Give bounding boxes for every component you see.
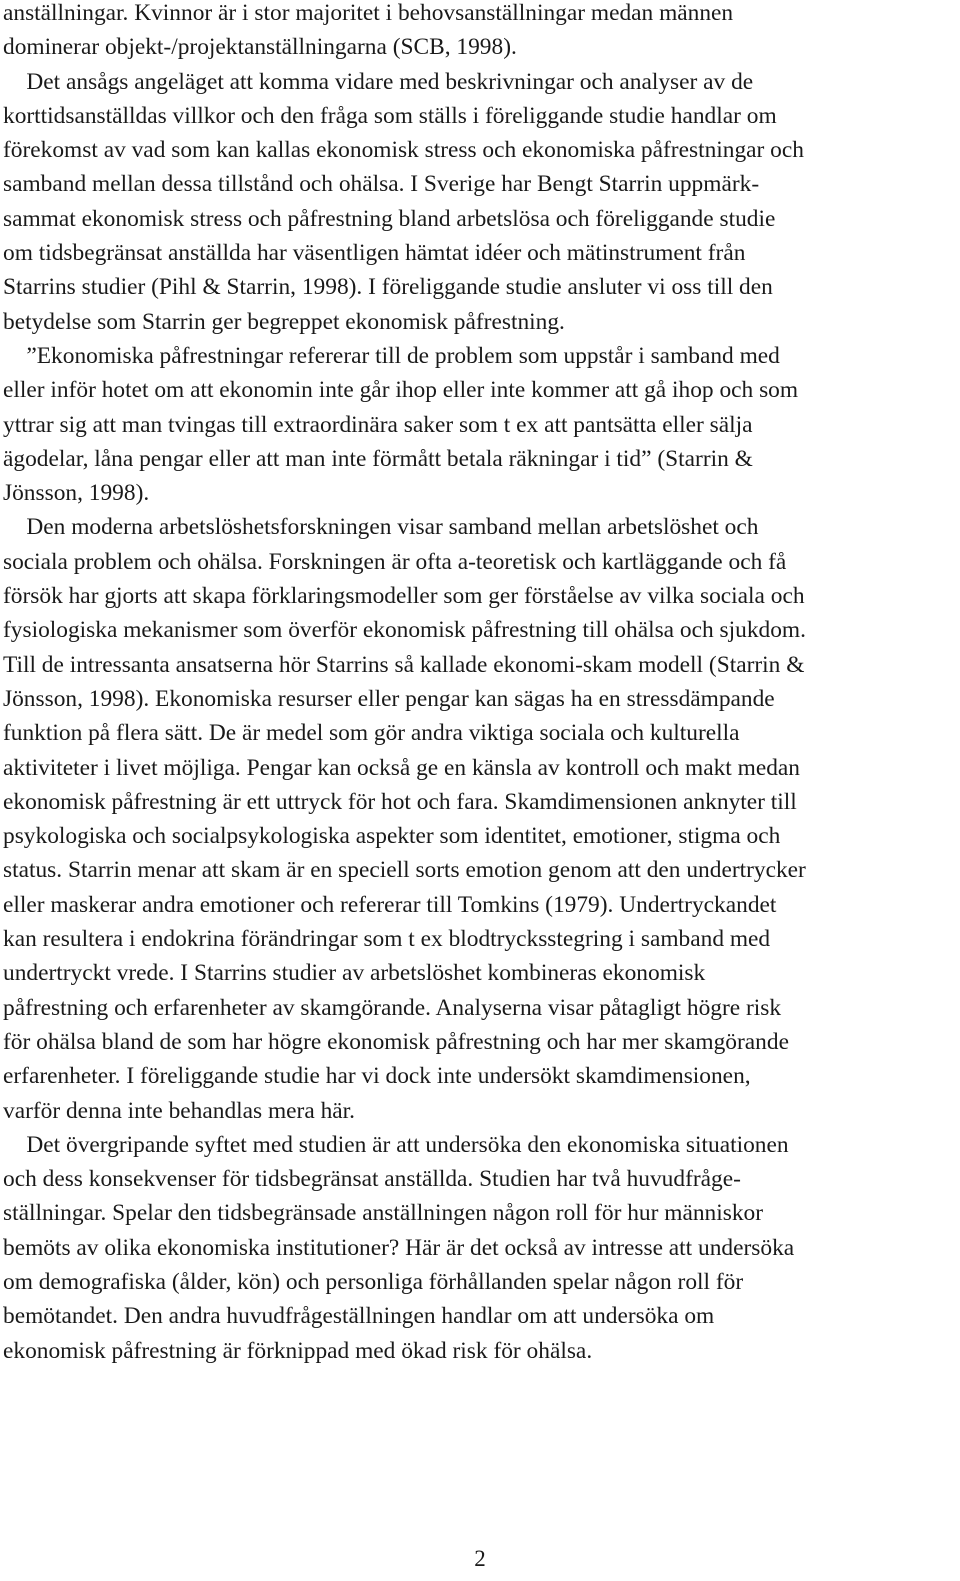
text-line: påfrestning och erfarenheter av skamgörande. Analyserna visar påtagligt högre risk	[3, 994, 782, 1021]
text-line: kan resultera i endokrina förändringar som t ex blodtrycksstegring i samband med	[3, 926, 771, 953]
text-line: Jönsson, 1998). Ekonomiska resurser eller pengar kan sägas ha en stressdämpande	[3, 685, 775, 712]
text-line: ägodelar, låna pengar eller att man inte förmått betala räkningar i tid” (Starrin &	[3, 445, 753, 472]
text-line: Den moderna arbetslöshetsforskningen visar samband mellan arbetslöshet och	[3, 514, 759, 541]
text-line: bemöts av olika ekonomiska institutioner? Här är det också av intresse att undersöka	[3, 1234, 795, 1261]
body-text	[3, 0, 960, 1368]
text-line: Till de intressanta ansatserna hör Starrins så kallade ekonomi-skam modell (Starrin &	[3, 651, 805, 678]
text-line: betydelse som Starrin ger begreppet ekonomisk påfrestning.	[3, 308, 565, 335]
text-line: fysiologiska mekanismer som överför ekonomisk påfrestning till ohälsa och sjukdom.	[3, 617, 806, 644]
text-line: korttidsanställdas villkor och den fråga som ställs i föreliggande studie handlar om	[3, 102, 777, 129]
text-line: Jönsson, 1998).	[3, 480, 150, 507]
page-number: 2	[474, 1546, 486, 1571]
text-line: dominerar objekt-/projektanställningarna (SCB, 1998).	[3, 34, 517, 61]
text-line: undertryckt vrede. I Starrins studier av arbetslöshet kombineras ekonomisk	[3, 960, 706, 987]
text-line: anställningar. Kvinnor är i stor majoritet i behovsanställningar medan männen	[3, 0, 734, 26]
text-line: yttrar sig att man tvingas till extraordinära saker som t ex att pantsätta eller sälja	[3, 411, 753, 438]
text-line: eller maskerar andra emotioner och refererar till Tomkins (1979). Undertryckandet	[3, 891, 777, 918]
text-line: status. Starrin menar att skam är en speciell sorts emotion genom att den undertrycker	[3, 857, 806, 884]
text-line: bemötandet. Den andra huvudfrågeställningen handlar om att undersöka om	[3, 1303, 715, 1330]
text-line: erfarenheter. I föreliggande studie har vi dock inte undersökt skamdimensionen,	[3, 1063, 751, 1090]
text-line: försök har gjorts att skapa förklaringsmodeller som ger förståelse av vilka sociala och	[3, 583, 805, 610]
text-line: Det ansågs angeläget att komma vidare med beskrivningar och analyser av de	[3, 68, 754, 95]
text-line: aktiviteter i livet möjliga. Pengar kan också ge en känsla av kontroll och makt medan	[3, 754, 800, 781]
text-line: och dess konsekvenser för tidsbegränsat anställda. Studien har två huvudfråge-	[3, 1166, 741, 1193]
text-line: samband mellan dessa tillstånd och ohälsa. I Sverige har Bengt Starrin uppmärk-	[3, 171, 760, 198]
text-line: för ohälsa bland de som har högre ekonomisk påfrestning och har mer skamgörande	[3, 1028, 789, 1055]
text-line: ”Ekonomiska påfrestningar refererar till de problem som uppstår i samband med	[3, 342, 780, 369]
text-line: om demografiska (ålder, kön) och personliga förhållanden spelar någon roll för	[3, 1268, 744, 1295]
text-line: varför denna inte behandlas mera här.	[3, 1097, 356, 1124]
text-line: Det övergripande syftet med studien är att undersöka den ekonomiska situationen	[3, 1131, 789, 1158]
text-line: ekonomisk påfrestning är ett uttryck för hot och fara. Skamdimensionen anknyter till	[3, 788, 797, 815]
text-line: förekomst av vad som kan kallas ekonomisk stress och ekonomiska påfrestningar och	[3, 137, 804, 164]
text-line: ställningar. Spelar den tidsbegränsade anställningen någon roll för hur människor	[3, 1200, 764, 1227]
text-line: sammat ekonomisk stress och påfrestning bland arbetslösa och föreliggande studie	[3, 205, 776, 232]
text-line: om tidsbegränsat anställda har väsentligen hämtat idéer och mätinstrument från	[3, 240, 746, 267]
text-line: Starrins studier (Pihl & Starrin, 1998). I föreliggande studie ansluter vi oss till den	[3, 274, 773, 301]
text-line: ekonomisk påfrestning är förknippad med ökad risk för ohälsa.	[3, 1337, 593, 1364]
text-line: sociala problem och ohälsa. Forskningen är ofta a-teoretisk och kartläggande och få	[3, 548, 787, 575]
text-line: eller inför hotet om att ekonomin inte går ihop eller inte kommer att gå ihop och som	[3, 377, 799, 404]
text-line: psykologiska och socialpsykologiska aspekter som identitet, emotioner, stigma och	[3, 823, 781, 850]
text-line: funktion på flera sätt. De är medel som gör andra viktiga sociala och kulturella	[3, 720, 740, 747]
